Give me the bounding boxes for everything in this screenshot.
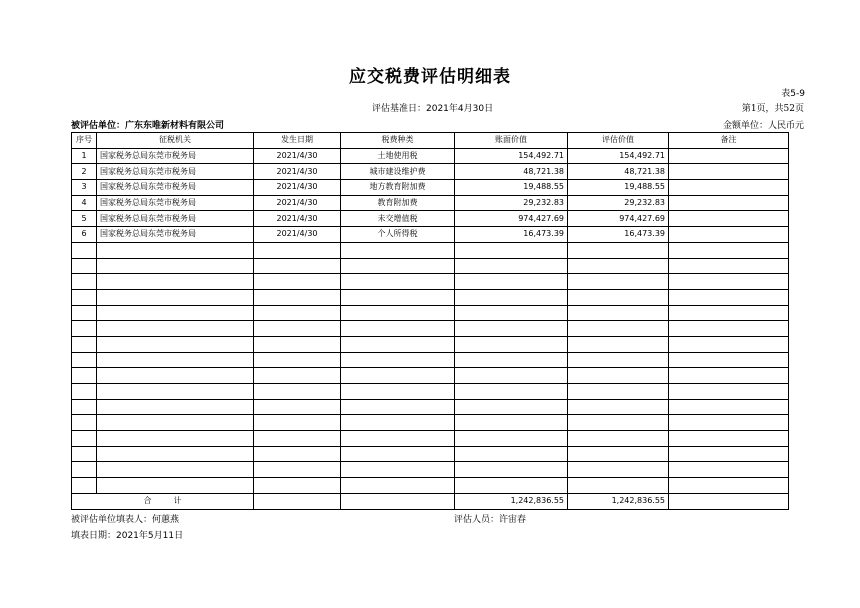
empty-cell xyxy=(669,274,789,290)
empty-row xyxy=(72,415,789,431)
empty-row xyxy=(72,352,789,368)
empty-cell xyxy=(254,415,341,431)
empty-cell xyxy=(341,305,455,321)
empty-cell xyxy=(669,415,789,431)
empty-row xyxy=(72,399,789,415)
empty-cell xyxy=(254,289,341,305)
total-empty-cell xyxy=(669,493,789,509)
empty-cell xyxy=(669,305,789,321)
empty-cell xyxy=(341,415,455,431)
cell-authority: 国家税务总局东莞市税务局 xyxy=(97,148,254,164)
table-row xyxy=(72,180,789,196)
empty-cell xyxy=(669,368,789,384)
empty-cell xyxy=(568,368,669,384)
base-date: 评估基准日：2021年4月30日 xyxy=(372,104,494,114)
empty-cell xyxy=(72,478,97,494)
empty-cell xyxy=(97,336,254,352)
empty-cell xyxy=(669,478,789,494)
empty-cell xyxy=(568,352,669,368)
cell-appraised: 974,427.69 xyxy=(568,211,669,227)
cell-appraised: 16,473.39 xyxy=(568,227,669,243)
empty-row xyxy=(72,336,789,352)
empty-cell xyxy=(97,289,254,305)
empty-cell xyxy=(669,258,789,274)
empty-cell xyxy=(254,305,341,321)
cell-no: 4 xyxy=(72,195,97,211)
empty-cell xyxy=(341,274,455,290)
fill-date: 填表日期：2021年5月11日 xyxy=(71,531,184,541)
empty-cell xyxy=(455,289,568,305)
empty-row xyxy=(72,242,789,258)
empty-cell xyxy=(669,446,789,462)
col-header: 序号 xyxy=(72,133,97,149)
empty-cell xyxy=(568,258,669,274)
empty-cell xyxy=(72,352,97,368)
empty-cell xyxy=(341,399,455,415)
cell-note xyxy=(669,227,789,243)
total-book: 1,242,836.55 xyxy=(455,493,568,509)
cell-no: 1 xyxy=(72,148,97,164)
tax-detail-table xyxy=(71,132,789,510)
page-info: 第1页，共52页 xyxy=(741,104,804,114)
empty-cell xyxy=(72,431,97,447)
cell-type: 个人所得税 xyxy=(341,227,455,243)
cell-authority: 国家税务总局东莞市税务局 xyxy=(97,211,254,227)
empty-cell xyxy=(72,258,97,274)
empty-cell xyxy=(341,289,455,305)
empty-cell xyxy=(72,399,97,415)
empty-cell xyxy=(254,242,341,258)
empty-cell xyxy=(254,274,341,290)
col-header: 税费种类 xyxy=(341,133,455,149)
cell-note xyxy=(669,148,789,164)
empty-cell xyxy=(97,415,254,431)
empty-cell xyxy=(254,368,341,384)
cell-no: 3 xyxy=(72,180,97,196)
empty-row xyxy=(72,274,789,290)
empty-cell xyxy=(97,242,254,258)
col-header: 发生日期 xyxy=(254,133,341,149)
empty-cell xyxy=(254,352,341,368)
cell-date: 2021/4/30 xyxy=(254,148,341,164)
table-number: 表5-9 xyxy=(781,89,805,99)
empty-cell xyxy=(341,368,455,384)
cell-book: 974,427.69 xyxy=(455,211,568,227)
empty-cell xyxy=(341,384,455,400)
empty-cell xyxy=(669,242,789,258)
cell-date: 2021/4/30 xyxy=(254,180,341,196)
empty-row xyxy=(72,321,789,337)
empty-cell xyxy=(254,384,341,400)
appraiser-name: 评估人员：许宙春 xyxy=(454,515,527,525)
cell-date: 2021/4/30 xyxy=(254,227,341,243)
empty-cell xyxy=(254,258,341,274)
empty-cell xyxy=(455,399,568,415)
empty-cell xyxy=(568,336,669,352)
empty-cell xyxy=(72,336,97,352)
table-row xyxy=(72,195,789,211)
empty-cell xyxy=(455,258,568,274)
table-row xyxy=(72,211,789,227)
cell-type: 未交增值税 xyxy=(341,211,455,227)
cell-authority: 国家税务总局东莞市税务局 xyxy=(97,227,254,243)
empty-cell xyxy=(341,321,455,337)
empty-cell xyxy=(455,352,568,368)
total-label: 合计 xyxy=(72,493,254,509)
empty-cell xyxy=(455,462,568,478)
empty-cell xyxy=(568,274,669,290)
empty-cell xyxy=(97,462,254,478)
entity-name: 被评估单位：广东东唯新材料有限公司 xyxy=(71,121,225,131)
cell-book: 154,492.71 xyxy=(455,148,568,164)
total-row xyxy=(72,493,789,509)
cell-note xyxy=(669,180,789,196)
total-empty-cell xyxy=(341,493,455,509)
empty-row xyxy=(72,446,789,462)
empty-cell xyxy=(97,352,254,368)
empty-cell xyxy=(254,321,341,337)
cell-book: 19,488.55 xyxy=(455,180,568,196)
empty-cell xyxy=(568,478,669,494)
empty-cell xyxy=(97,384,254,400)
empty-cell xyxy=(455,242,568,258)
empty-cell xyxy=(72,289,97,305)
empty-cell xyxy=(568,242,669,258)
cell-note xyxy=(669,164,789,180)
cell-authority: 国家税务总局东莞市税务局 xyxy=(97,180,254,196)
empty-cell xyxy=(455,336,568,352)
cell-date: 2021/4/30 xyxy=(254,164,341,180)
cell-type: 地方教育附加费 xyxy=(341,180,455,196)
empty-cell xyxy=(72,305,97,321)
empty-cell xyxy=(97,274,254,290)
empty-cell xyxy=(568,462,669,478)
empty-cell xyxy=(72,446,97,462)
col-header: 评估价值 xyxy=(568,133,669,149)
empty-cell xyxy=(72,368,97,384)
empty-cell xyxy=(669,321,789,337)
empty-cell xyxy=(568,415,669,431)
empty-cell xyxy=(669,431,789,447)
cell-date: 2021/4/30 xyxy=(254,195,341,211)
empty-cell xyxy=(455,321,568,337)
empty-cell xyxy=(568,431,669,447)
empty-cell xyxy=(568,399,669,415)
empty-cell xyxy=(669,399,789,415)
empty-cell xyxy=(341,352,455,368)
empty-row xyxy=(72,368,789,384)
cell-note xyxy=(669,211,789,227)
empty-cell xyxy=(72,274,97,290)
cell-type: 教育附加费 xyxy=(341,195,455,211)
cell-authority: 国家税务总局东莞市税务局 xyxy=(97,164,254,180)
cell-date: 2021/4/30 xyxy=(254,211,341,227)
total-empty-cell xyxy=(254,493,341,509)
empty-cell xyxy=(455,274,568,290)
currency-unit: 金额单位：人民币元 xyxy=(722,121,804,131)
empty-cell xyxy=(669,289,789,305)
cell-appraised: 19,488.55 xyxy=(568,180,669,196)
empty-row xyxy=(72,478,789,494)
empty-cell xyxy=(254,431,341,447)
cell-appraised: 154,492.71 xyxy=(568,148,669,164)
empty-cell xyxy=(669,352,789,368)
empty-row xyxy=(72,462,789,478)
col-header: 备注 xyxy=(669,133,789,149)
cell-note xyxy=(669,195,789,211)
table-row xyxy=(72,164,789,180)
empty-cell xyxy=(341,446,455,462)
empty-cell xyxy=(568,289,669,305)
empty-cell xyxy=(97,305,254,321)
empty-cell xyxy=(254,478,341,494)
empty-row xyxy=(72,305,789,321)
empty-cell xyxy=(341,336,455,352)
total-appraised: 1,242,836.55 xyxy=(568,493,669,509)
cell-authority: 国家税务总局东莞市税务局 xyxy=(97,195,254,211)
cell-no: 6 xyxy=(72,227,97,243)
cell-type: 土地使用税 xyxy=(341,148,455,164)
empty-cell xyxy=(72,321,97,337)
empty-cell xyxy=(455,478,568,494)
empty-cell xyxy=(455,384,568,400)
empty-cell xyxy=(455,415,568,431)
empty-cell xyxy=(97,321,254,337)
empty-row xyxy=(72,431,789,447)
empty-row xyxy=(72,289,789,305)
col-header: 账面价值 xyxy=(455,133,568,149)
cell-book: 29,232.83 xyxy=(455,195,568,211)
cell-book: 16,473.39 xyxy=(455,227,568,243)
empty-cell xyxy=(568,321,669,337)
header-row xyxy=(72,133,789,149)
cell-no: 2 xyxy=(72,164,97,180)
table-row xyxy=(72,148,789,164)
empty-cell xyxy=(341,258,455,274)
empty-cell xyxy=(254,446,341,462)
empty-row xyxy=(72,384,789,400)
empty-cell xyxy=(97,258,254,274)
empty-cell xyxy=(341,478,455,494)
empty-cell xyxy=(568,305,669,321)
empty-cell xyxy=(254,336,341,352)
empty-cell xyxy=(254,462,341,478)
empty-cell xyxy=(72,415,97,431)
empty-cell xyxy=(72,462,97,478)
empty-cell xyxy=(455,368,568,384)
filler-name: 被评估单位填表人：何蕙燕 xyxy=(71,515,180,525)
cell-no: 5 xyxy=(72,211,97,227)
empty-cell xyxy=(72,384,97,400)
empty-row xyxy=(72,258,789,274)
cell-type: 城市建设维护费 xyxy=(341,164,455,180)
empty-cell xyxy=(341,242,455,258)
empty-cell xyxy=(669,384,789,400)
empty-cell xyxy=(97,431,254,447)
cell-appraised: 48,721.38 xyxy=(568,164,669,180)
empty-cell xyxy=(97,399,254,415)
empty-cell xyxy=(568,384,669,400)
col-header: 征税机关 xyxy=(97,133,254,149)
empty-cell xyxy=(455,305,568,321)
empty-cell xyxy=(568,446,669,462)
table-row xyxy=(72,227,789,243)
empty-cell xyxy=(669,336,789,352)
cell-appraised: 29,232.83 xyxy=(568,195,669,211)
empty-cell xyxy=(341,431,455,447)
empty-cell xyxy=(669,462,789,478)
empty-cell xyxy=(341,462,455,478)
empty-cell xyxy=(455,431,568,447)
empty-cell xyxy=(97,368,254,384)
empty-cell xyxy=(97,446,254,462)
empty-cell xyxy=(254,399,341,415)
empty-cell xyxy=(97,478,254,494)
page-title: 应交税费评估明细表 xyxy=(349,67,511,87)
empty-cell xyxy=(455,446,568,462)
cell-book: 48,721.38 xyxy=(455,164,568,180)
empty-cell xyxy=(72,242,97,258)
